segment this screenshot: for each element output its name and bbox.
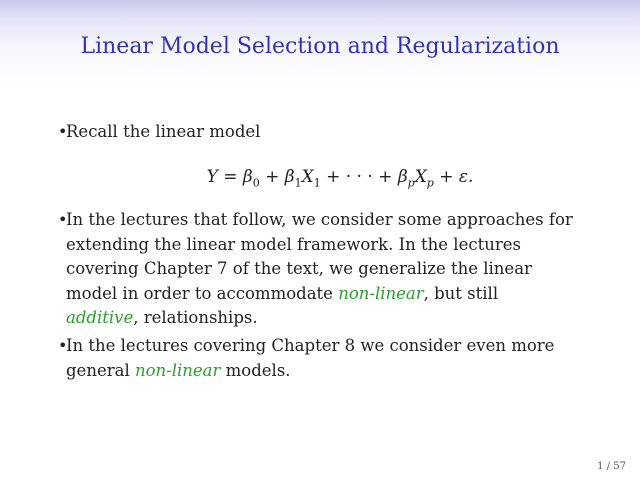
highlight-non-linear: non-linear [338, 283, 424, 303]
highlight-non-linear-models: non-linear [134, 360, 221, 380]
bullet-marker: • [58, 336, 68, 355]
bullet-text-lectures: In the lectures that follow, we consider some approaches for extending the linear model framework. In the lectures covering Chapter 7 of the text, we generalize the linear model in order to accommodate non-linear, but still additive, relationships. [66, 210, 573, 327]
slide-title: Linear Model Selection and Regularization [80, 34, 560, 59]
bullet-text-recall: Recall the linear model [66, 122, 261, 141]
bullet-marker: • [58, 122, 68, 141]
page-number: 1 / 57 [597, 461, 626, 472]
linear-model-equation: $Y = \beta_0 + \beta_1X_1$ + · · · + $\beta_pX_p + \varepsilon$. [206, 167, 474, 190]
highlight-additive: additive [66, 308, 134, 327]
bullet-text-chapter-8: In the lectures covering Chapter 8 we consider even more general non-linear models. [66, 336, 555, 380]
bullet-marker: • [58, 210, 68, 229]
